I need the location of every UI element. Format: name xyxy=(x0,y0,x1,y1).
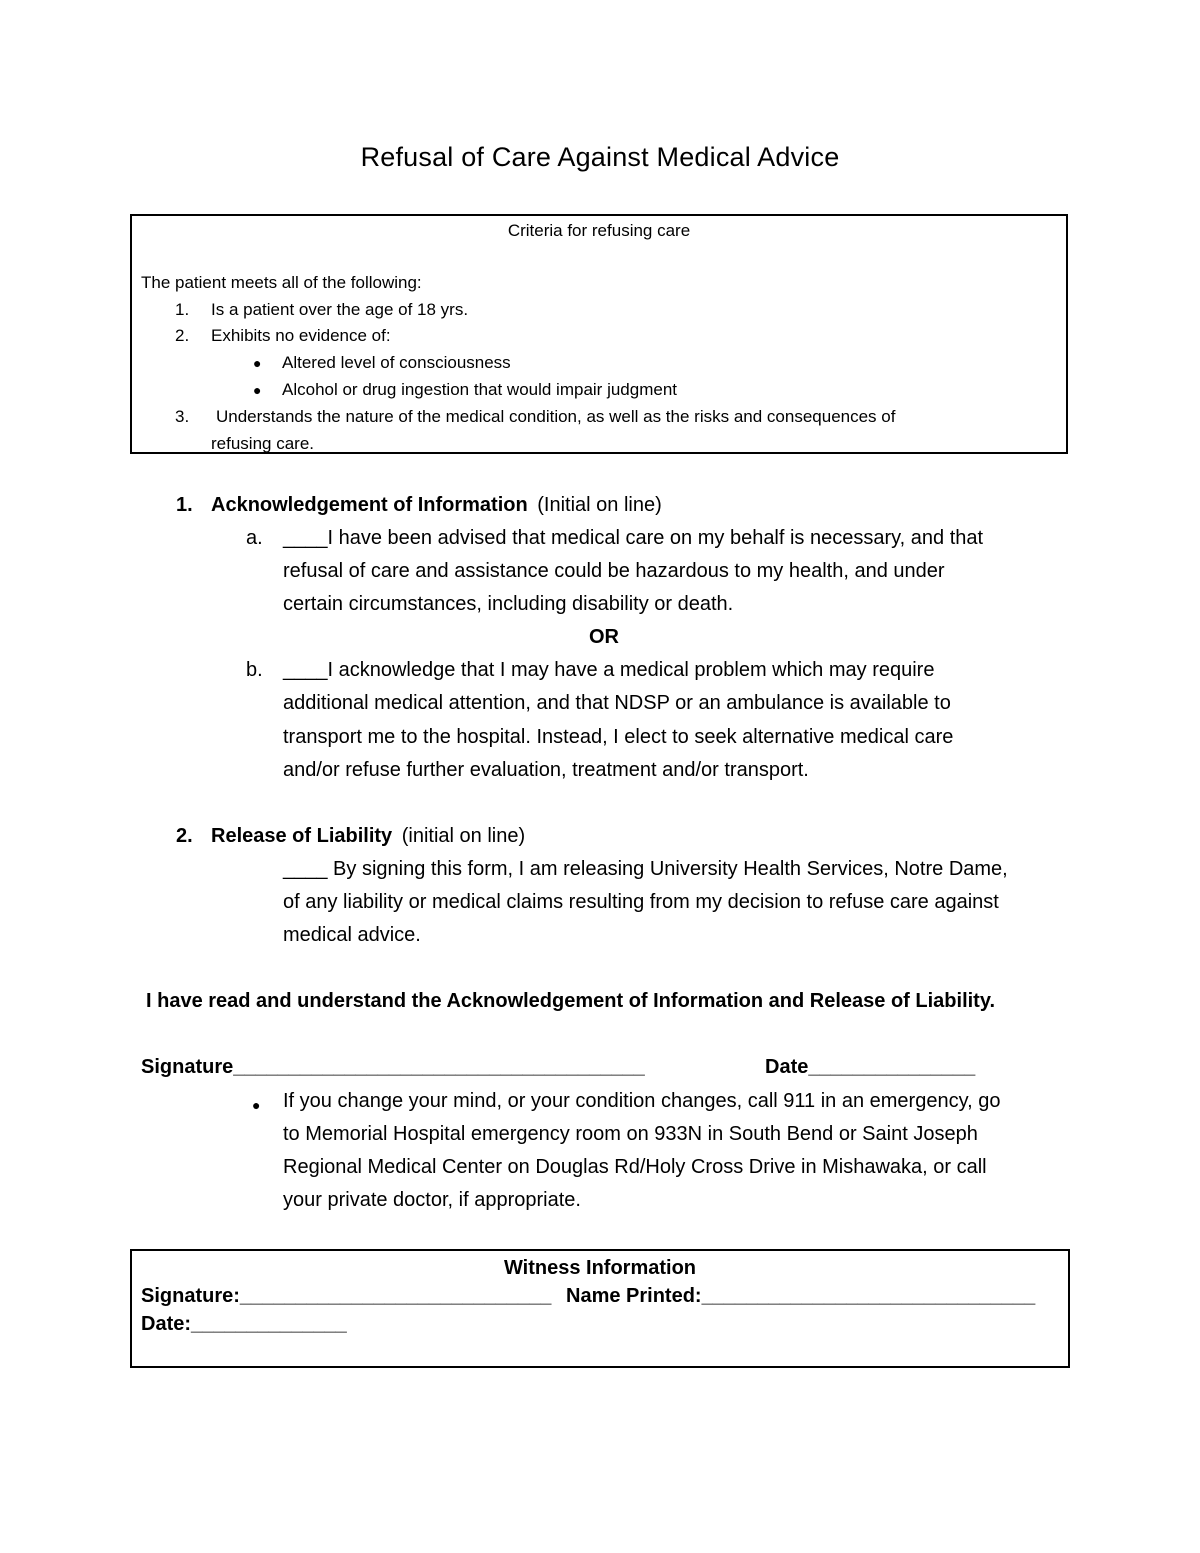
witness-signature-field[interactable]: Signature:____________________________ xyxy=(141,1285,552,1307)
advice-line: to Memorial Hospital emergency room on 933N in South Bend or Saint Joseph xyxy=(283,1123,978,1145)
bullet-icon: ● xyxy=(253,382,262,398)
section2-line: ____ By signing this form, I am releasing University Health Services, Notre Dame, xyxy=(283,858,1008,880)
signature-field[interactable]: Signature_____________________________________ xyxy=(141,1056,645,1078)
criteria-item-number: 1. xyxy=(175,300,190,319)
witness-heading: Witness Information xyxy=(503,1257,697,1279)
criteria-item-understands-cont: refusing care. xyxy=(211,434,314,453)
acknowledgement-statement: I have read and understand the Acknowledgement of Information and Release of Liability. xyxy=(146,990,996,1012)
date-field[interactable]: Date_______________ xyxy=(765,1056,976,1078)
bullet-icon: ● xyxy=(252,1097,261,1113)
section1-a-line: certain circumstances, including disability or death. xyxy=(283,593,734,615)
advice-line: your private doctor, if appropriate. xyxy=(283,1189,581,1211)
criteria-item-number: 3. xyxy=(175,407,190,426)
section1-note: (Initial on line) xyxy=(537,494,662,516)
section1-b-line: and/or refuse further evaluation, treatment and/or transport. xyxy=(283,759,809,781)
section-number: 2. xyxy=(176,825,193,847)
section2-header xyxy=(211,824,525,848)
section1-b-line: additional medical attention, and that NDSP or an ambulance is available to xyxy=(283,692,951,714)
section-number: 1. xyxy=(176,494,193,516)
section1-a-line: refusal of care and assistance could be hazardous to my health, and under xyxy=(283,560,945,582)
criteria-bullet-consciousness: Altered level of consciousness xyxy=(282,353,511,372)
section2-line: medical advice. xyxy=(283,924,421,946)
advice-line: Regional Medical Center on Douglas Rd/Holy Cross Drive in Mishawaka, or call xyxy=(283,1156,987,1178)
criteria-item-number: 2. xyxy=(175,326,190,345)
section2-note: (initial on line) xyxy=(401,825,526,847)
witness-date-field[interactable]: Date:______________ xyxy=(141,1313,347,1335)
criteria-intro: The patient meets all of the following: xyxy=(141,273,422,292)
section1-a-line: ____I have been advised that medical care on my behalf is necessary, and that xyxy=(283,527,984,549)
section1-b-line: transport me to the hospital. Instead, I elect to seek alternative medical care xyxy=(283,726,954,748)
criteria-heading: Criteria for refusing care xyxy=(507,221,691,240)
advice-line: If you change your mind, or your condition changes, call 911 in an emergency, go xyxy=(283,1090,1001,1112)
section1-a-label: a. xyxy=(246,527,263,549)
criteria-item-age: Is a patient over the age of 18 yrs. xyxy=(211,300,469,319)
section1-b-line: ____I acknowledge that I may have a medical problem which may require xyxy=(283,659,935,681)
page-title: Refusal of Care Against Medical Advice xyxy=(360,142,840,172)
criteria-item-understands: Understands the nature of the medical condition, as well as the risks and consequences of xyxy=(216,407,896,426)
section1-heading: Acknowledgement of Information xyxy=(211,494,528,516)
criteria-item-no-evidence: Exhibits no evidence of: xyxy=(211,326,391,345)
criteria-bullet-alcohol: Alcohol or drug ingestion that would impair judgment xyxy=(282,380,678,399)
witness-name-printed-field[interactable]: Name Printed:______________________________ xyxy=(566,1285,1036,1307)
section1-header xyxy=(211,493,662,517)
or-separator: OR xyxy=(589,626,619,648)
section1-b-label: b. xyxy=(246,659,263,681)
section2-heading: Release of Liability xyxy=(211,825,393,847)
bullet-icon: ● xyxy=(253,355,262,371)
section2-line: of any liability or medical claims resulting from my decision to refuse care against xyxy=(283,891,999,913)
